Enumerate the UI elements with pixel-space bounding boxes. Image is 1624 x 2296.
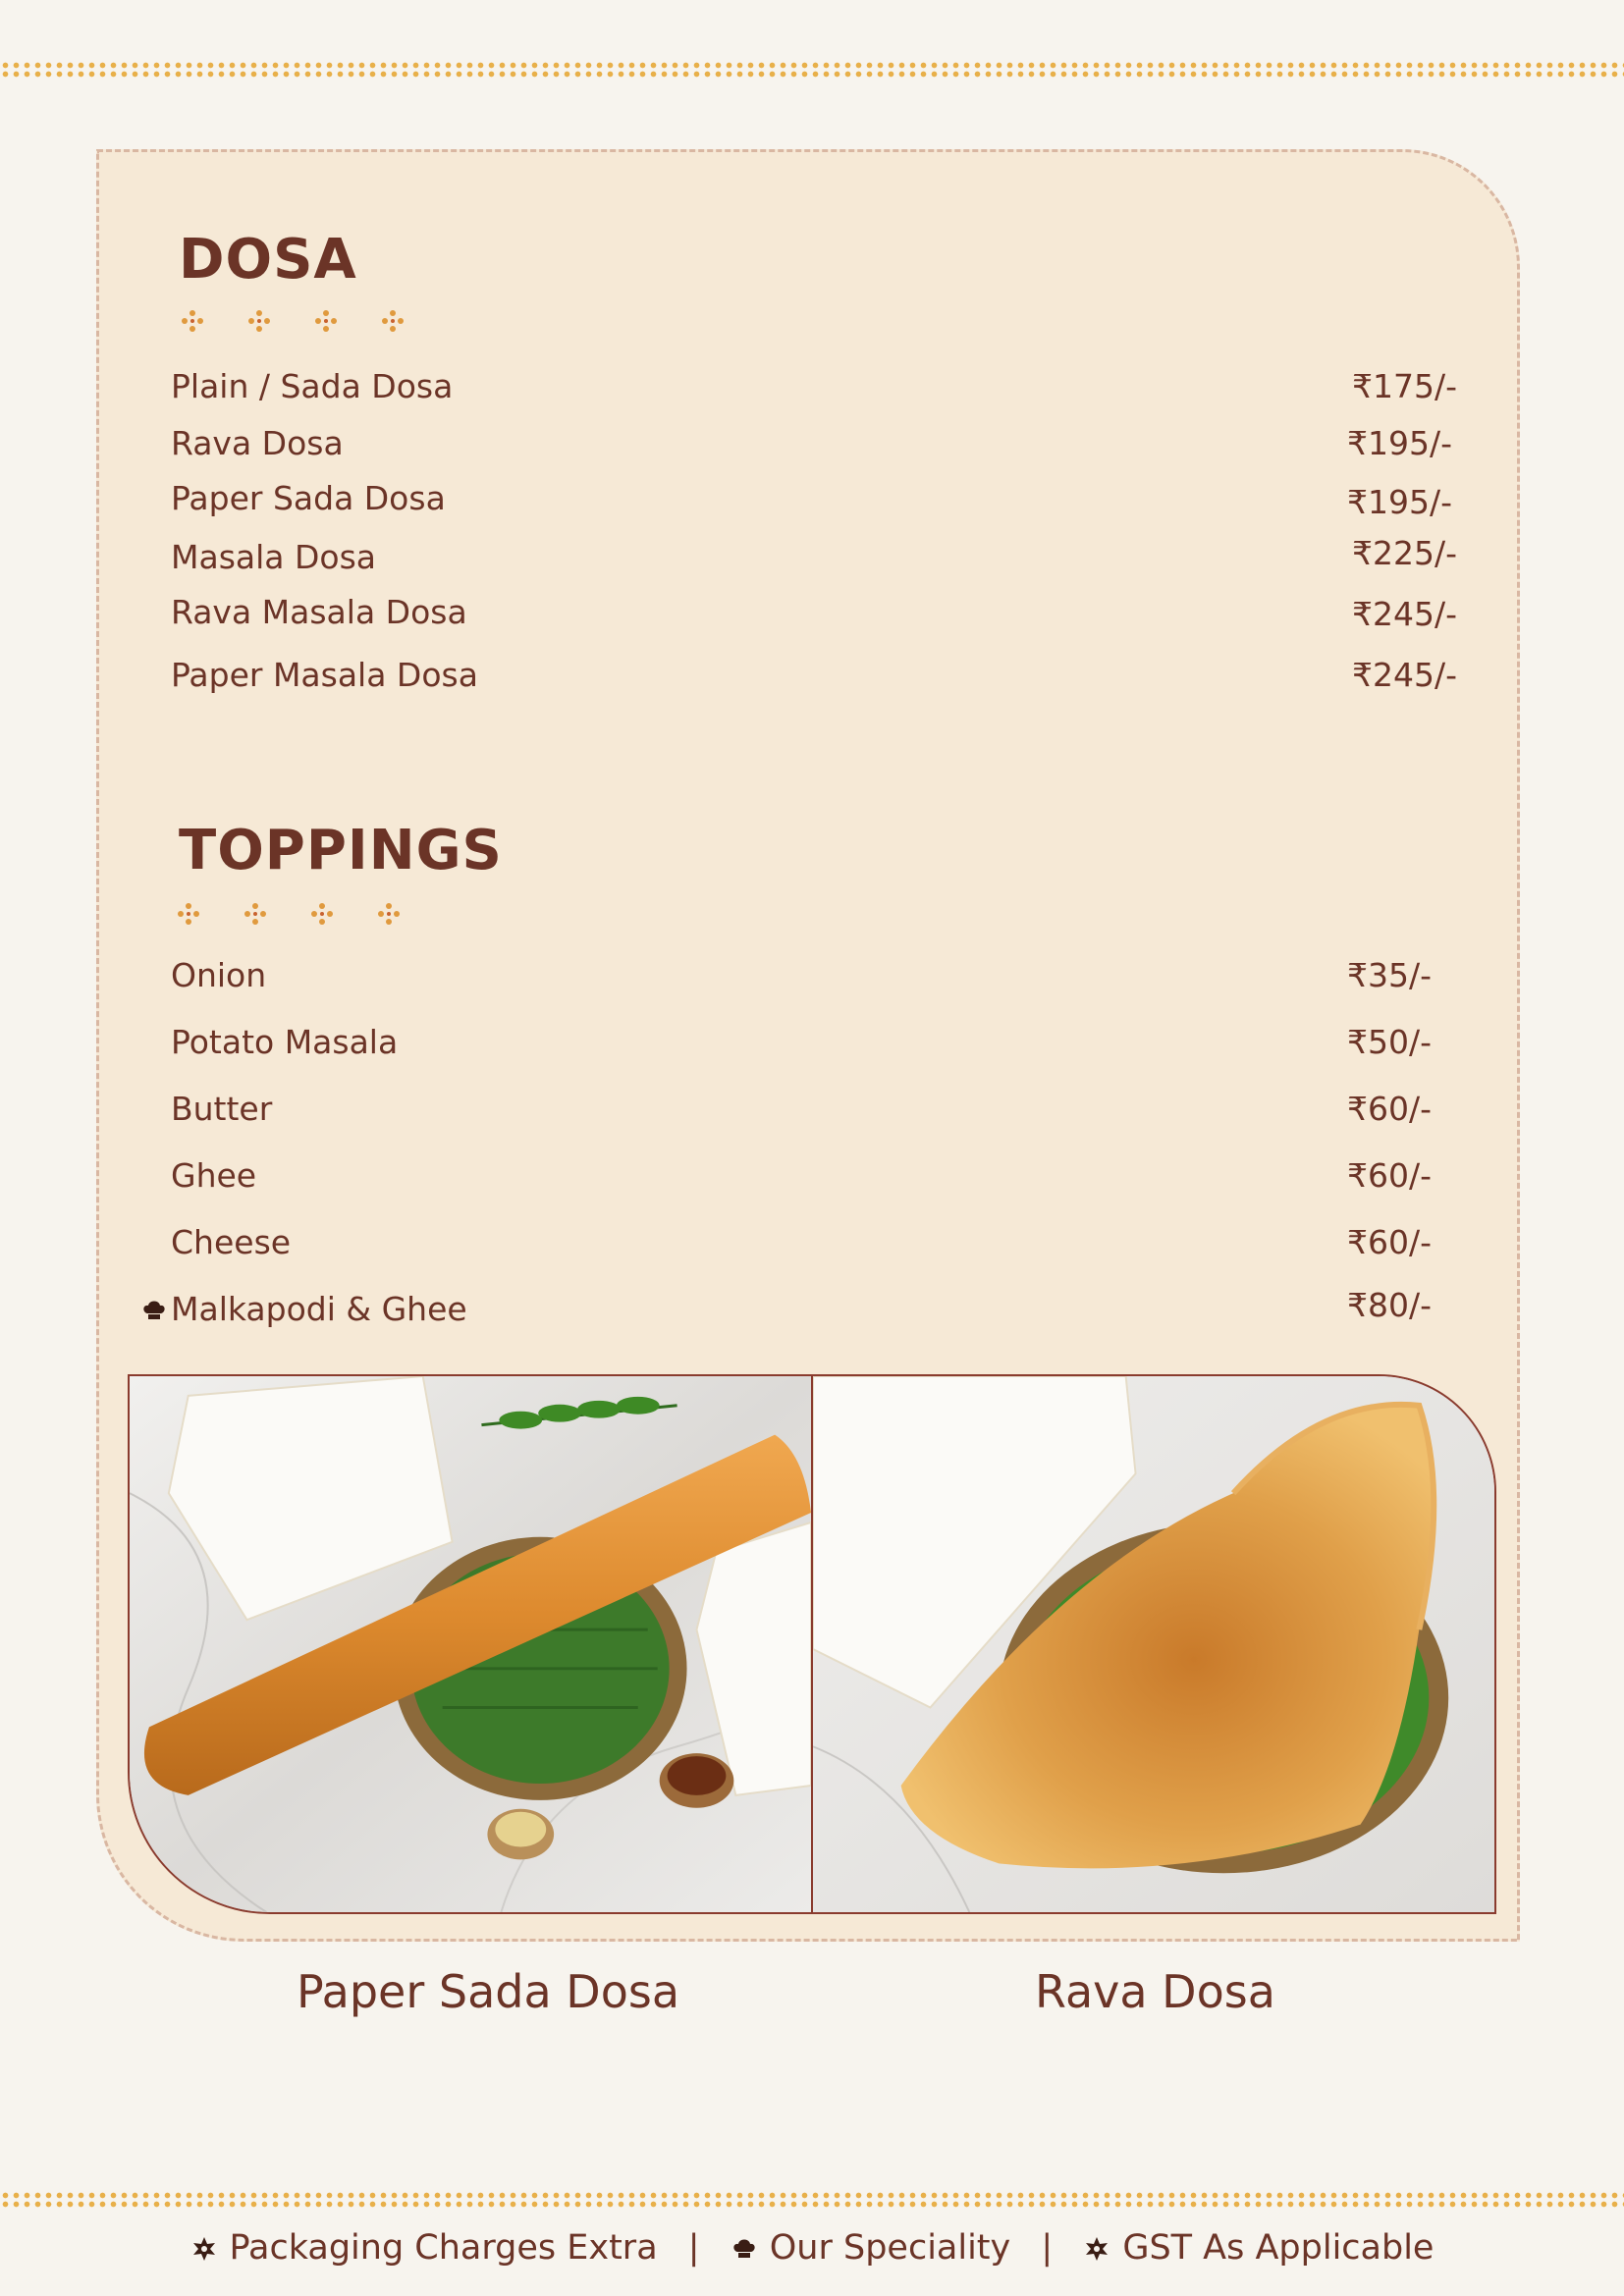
- item-price: ₹245/-: [1352, 656, 1458, 694]
- item-price: ₹245/-: [1352, 595, 1458, 633]
- menu-item: [171, 424, 1467, 467]
- item-name: Onion: [171, 956, 267, 994]
- menu-item: [171, 956, 1467, 999]
- ornament-icon: [246, 308, 272, 334]
- menu-item: [171, 1156, 1467, 1200]
- section-title-dosa: DOSA: [179, 228, 357, 292]
- star-icon: [190, 2235, 218, 2263]
- item-price: ₹35/-: [1347, 956, 1433, 994]
- item-price: ₹225/-: [1352, 534, 1458, 572]
- footer-packaging: Packaging Charges Extra: [229, 2228, 658, 2268]
- footer-notes: [0, 2228, 1624, 2268]
- caption-rava-dosa: Rava Dosa: [1035, 1965, 1275, 2018]
- menu-item: [171, 593, 1467, 636]
- footer-speciality: Our Speciality: [769, 2228, 1011, 2268]
- menu-item: [171, 367, 1467, 410]
- star-icon: [1083, 2235, 1110, 2263]
- menu-item: [171, 1090, 1467, 1133]
- bottom-dotted-border: [0, 2191, 1624, 2209]
- item-name: Paper Sada Dosa: [171, 479, 446, 517]
- menu-item: [171, 479, 1467, 522]
- ornament-icon: [243, 901, 268, 927]
- menu-item: [171, 656, 1467, 699]
- item-name: Butter: [171, 1090, 273, 1128]
- menu-item: [171, 534, 1467, 581]
- section-title-toppings: TOPPINGS: [179, 819, 503, 882]
- footer-separator: |: [687, 2228, 700, 2268]
- footer-separator: |: [1041, 2228, 1054, 2268]
- ornament-row-dosa: [180, 308, 406, 334]
- ornament-row-toppings: [176, 901, 402, 927]
- item-price: ₹175/-: [1352, 367, 1458, 405]
- item-price: ₹60/-: [1347, 1090, 1433, 1128]
- item-price: ₹60/-: [1347, 1156, 1433, 1195]
- item-name: Masala Dosa: [171, 538, 377, 576]
- item-name: Potato Masala: [171, 1023, 399, 1061]
- item-price: ₹80/-: [1347, 1286, 1433, 1324]
- item-name: Malkapodi & Ghee: [171, 1290, 467, 1328]
- ornament-icon: [380, 308, 406, 334]
- menu-item: [171, 1023, 1467, 1066]
- item-name: Ghee: [171, 1156, 257, 1195]
- item-name: Rava Masala Dosa: [171, 593, 467, 631]
- footer-gst: GST As Applicable: [1122, 2228, 1435, 2268]
- photo-paper-sada-dosa: [130, 1376, 811, 1912]
- ornament-icon: [176, 901, 201, 927]
- menu-item: [171, 1286, 1467, 1333]
- photo-strip: [128, 1374, 1496, 1914]
- item-name: Cheese: [171, 1223, 292, 1261]
- ornament-icon: [376, 901, 402, 927]
- ornament-icon: [180, 308, 205, 334]
- ornament-icon: [309, 901, 335, 927]
- item-price: ₹60/-: [1347, 1223, 1433, 1261]
- photo-rava-dosa: [811, 1376, 1494, 1912]
- item-price: ₹50/-: [1347, 1023, 1433, 1061]
- item-name: Rava Dosa: [171, 424, 344, 462]
- ornament-icon: [313, 308, 339, 334]
- rava-dosa-image: [813, 1376, 1494, 1912]
- paper-sada-dosa-image: [130, 1376, 811, 1912]
- item-name: Plain / Sada Dosa: [171, 367, 454, 405]
- caption-paper-sada-dosa: Paper Sada Dosa: [297, 1965, 680, 2018]
- item-price: ₹195/-: [1347, 483, 1453, 521]
- item-name: Paper Masala Dosa: [171, 656, 478, 694]
- item-price: ₹195/-: [1347, 424, 1453, 462]
- top-dotted-border: [0, 61, 1624, 79]
- chef-hat-icon: [141, 1298, 167, 1323]
- menu-item: [171, 1223, 1467, 1266]
- chef-hat-icon: [731, 2235, 758, 2263]
